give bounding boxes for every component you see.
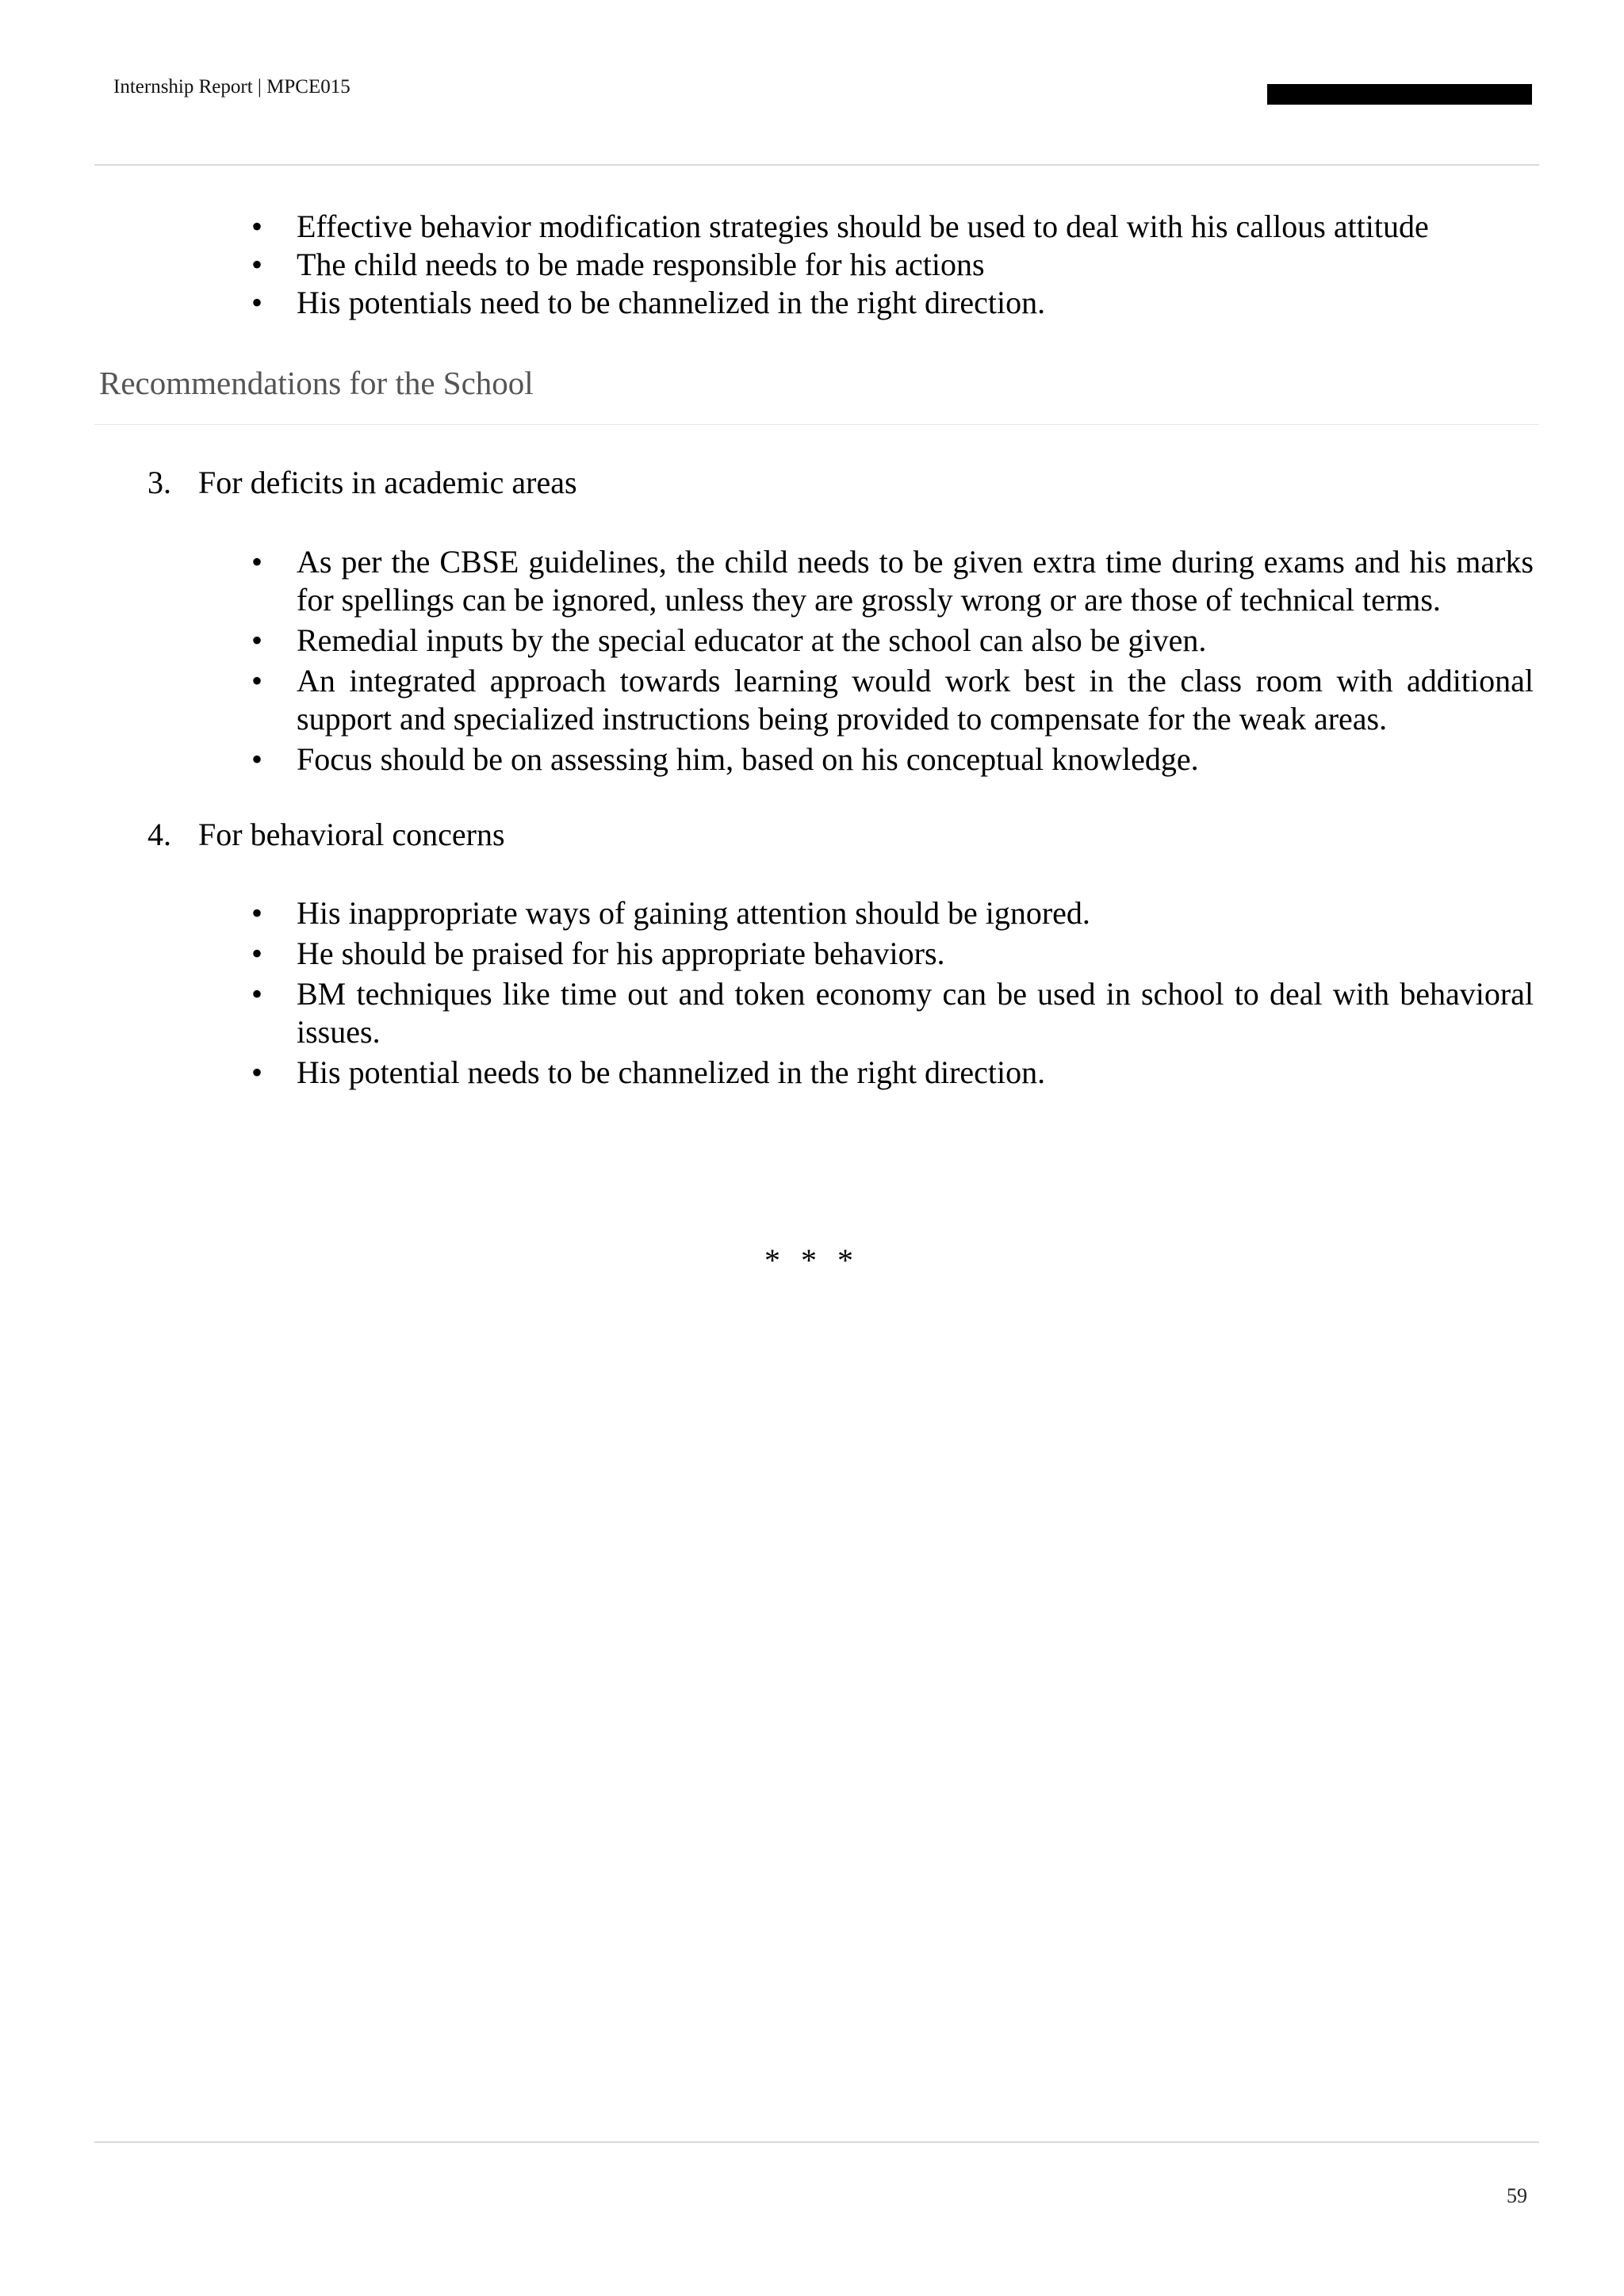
list-item: • His potential needs to be channelized in the right direction. [251, 1054, 1046, 1090]
running-head: Internship Report | MPCE015 [113, 76, 350, 98]
bullet-icon: • [251, 285, 263, 320]
numbered-heading [147, 816, 505, 854]
item-heading: For behavioral concerns [198, 817, 505, 852]
behavioral-bullet-list [0, 894, 1534, 1092]
list-item: • Focus should be on assessing him, based on his conceptual knowledge. [251, 741, 1199, 777]
list-item: • The child needs to be made responsible for his actions [251, 247, 985, 282]
bullet-icon: • [251, 976, 263, 1012]
top-bullet-list [0, 208, 1534, 322]
item-heading: For deficits in academic areas [198, 465, 577, 500]
header-rule [94, 164, 1539, 166]
bullet-icon: • [251, 663, 263, 698]
item-number: 3. [147, 465, 171, 500]
redaction-bar [1267, 84, 1532, 105]
bullet-icon: • [251, 209, 263, 244]
end-mark: * * * [764, 1242, 860, 1278]
bullet-icon: • [251, 622, 263, 658]
list-item: • BM techniques like time out and token economy can be used in school to deal with behavioral issues. [251, 976, 1534, 1050]
list-item: • An integrated approach towards learning would work best in the class room with additional support and specialized instructions being provided to compensate for the weak areas. [251, 663, 1534, 737]
bullet-icon: • [251, 247, 263, 282]
bullet-icon: • [251, 895, 263, 931]
section-rule [94, 424, 1539, 425]
numbered-heading [147, 464, 577, 502]
bullet-icon: • [251, 741, 263, 777]
list-item: • His inappropriate ways of gaining attention should be ignored. [251, 895, 1090, 931]
academic-bullet-list [0, 543, 1534, 779]
footer-rule [94, 2141, 1539, 2143]
page-number: 59 [1507, 2184, 1527, 2207]
list-item: • Remedial inputs by the special educator at the school can also be given. [251, 622, 1207, 658]
bullet-icon: • [251, 1054, 263, 1090]
bullet-icon: • [251, 936, 263, 971]
bullet-icon: • [251, 544, 263, 580]
section-title: Recommendations for the School [99, 365, 534, 401]
list-item: • As per the CBSE guidelines, the child needs to be given extra time during exams and his marks for spellings can be ignored, unless they are grossly wrong or are those of technical terms. [251, 544, 1534, 618]
list-item: • His potentials need to be channelized in the right direction. [251, 285, 1046, 320]
list-item: • Effective behavior modification strategies should be used to deal with his callous attitude [251, 209, 1429, 244]
item-number: 4. [147, 817, 171, 852]
list-item: • He should be praised for his appropriate behaviors. [251, 936, 945, 971]
